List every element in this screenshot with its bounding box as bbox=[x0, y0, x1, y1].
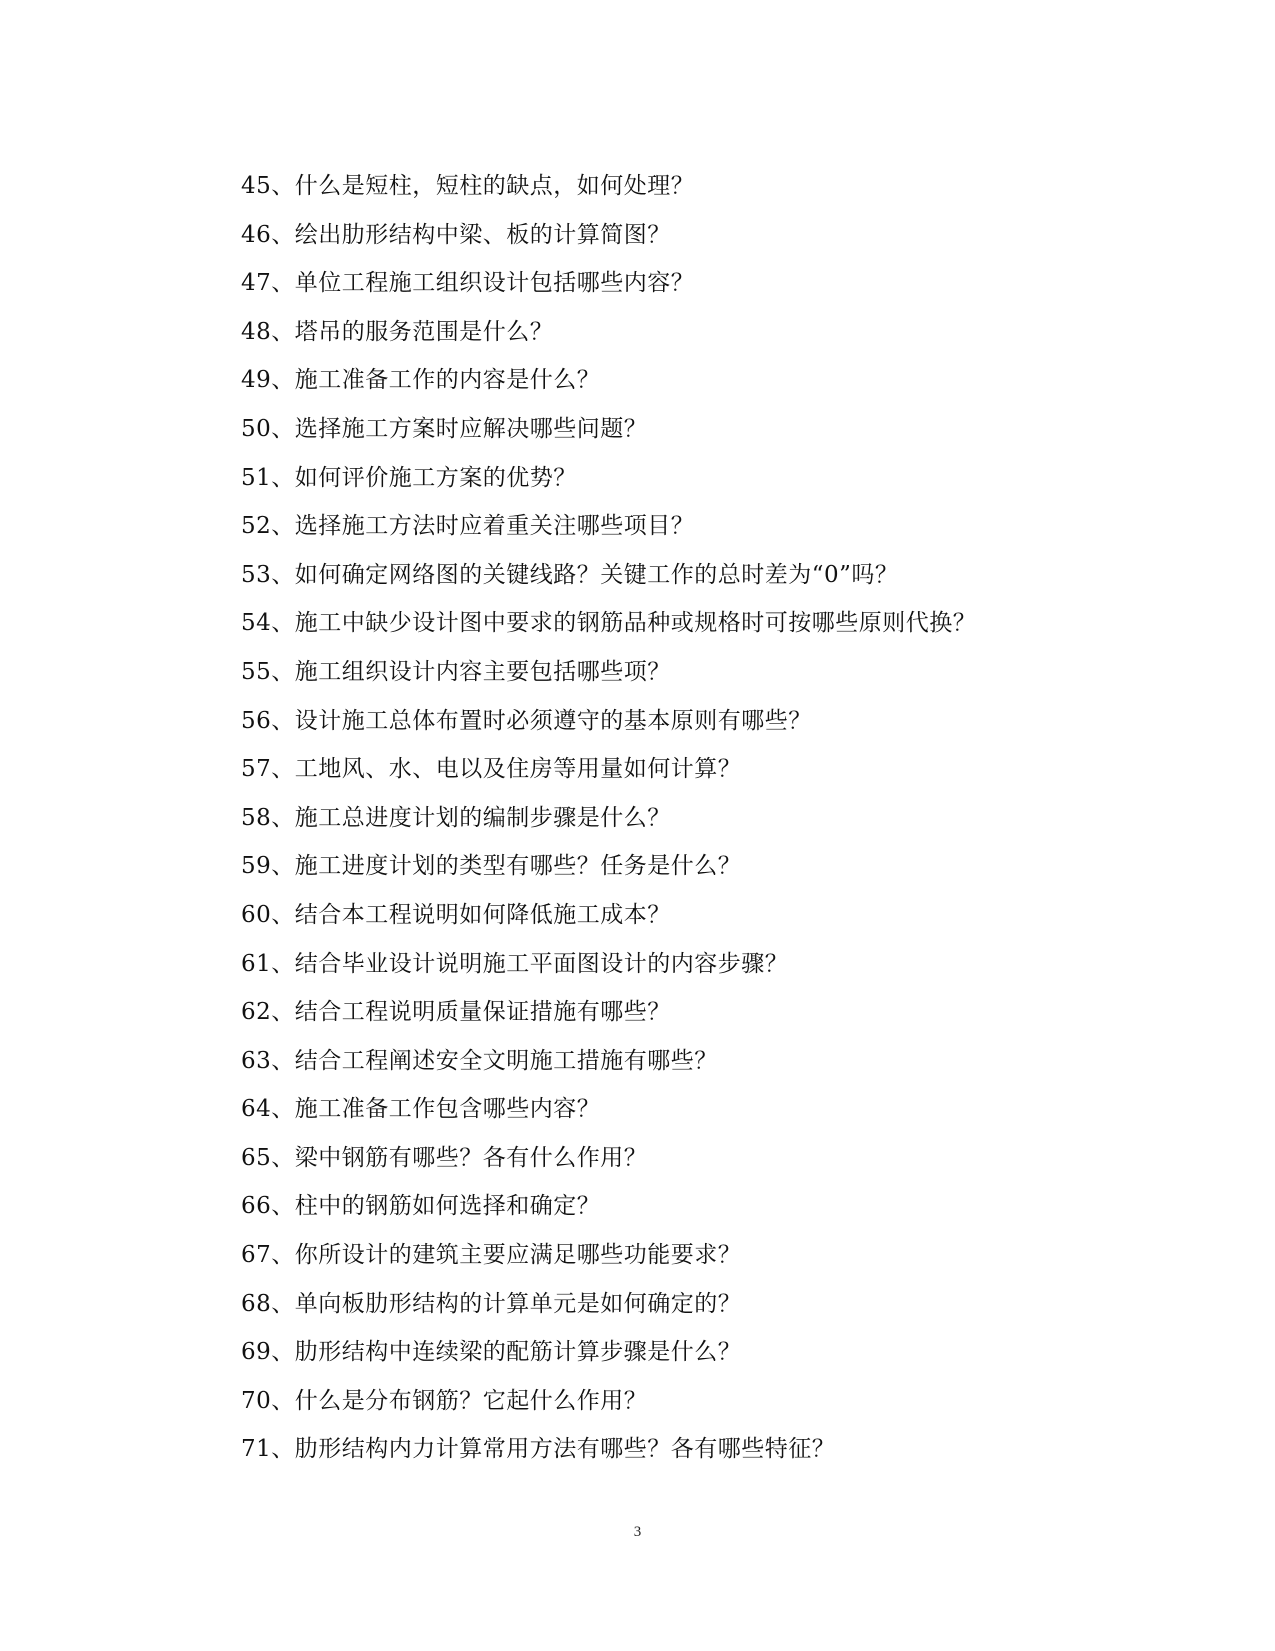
question-item: 65、梁中钢筋有哪些？各有什么作用？ bbox=[241, 1144, 648, 1171]
question-item: 55、施工组织设计内容主要包括哪些项？ bbox=[241, 658, 671, 685]
question-item: 67、你所设计的建筑主要应满足哪些功能要求？ bbox=[241, 1242, 742, 1269]
question-item: 66、柱中的钢筋如何选择和确定？ bbox=[241, 1193, 601, 1220]
question-item: 71、肋形结构内力计算常用方法有哪些？各有哪些特征？ bbox=[241, 1436, 836, 1463]
question-item: 59、施工进度计划的类型有哪些？任务是什么？ bbox=[241, 853, 742, 880]
question-item: 51、如何评价施工方案的优势？ bbox=[241, 464, 577, 491]
question-item: 62、结合工程说明质量保证措施有哪些？ bbox=[241, 999, 671, 1026]
question-item: 45、什么是短柱，短柱的缺点，如何处理？ bbox=[241, 173, 695, 199]
question-item: 46、绘出肋形结构中梁、板的计算简图？ bbox=[241, 221, 671, 248]
question-item: 52、选择施工方法时应着重关注哪些项目？ bbox=[241, 513, 695, 540]
question-item: 57、工地风、水、电以及住房等用量如何计算？ bbox=[241, 756, 742, 783]
question-item: 69、肋形结构中连续梁的配筋计算步骤是什么？ bbox=[241, 1339, 742, 1366]
question-item: 50、选择施工方案时应解决哪些问题？ bbox=[241, 415, 648, 442]
question-item: 60、结合本工程说明如何降低施工成本？ bbox=[241, 901, 671, 928]
question-item: 61、结合毕业设计说明施工平面图设计的内容步骤？ bbox=[241, 950, 789, 977]
question-item: 64、施工准备工作包含哪些内容？ bbox=[241, 1096, 601, 1123]
question-item: 70、什么是分布钢筋？它起什么作用？ bbox=[241, 1387, 648, 1414]
question-item: 49、施工准备工作的内容是什么？ bbox=[241, 367, 601, 394]
question-item: 53、如何确定网络图的关键线路？关键工作的总时差为“0”吗？ bbox=[241, 561, 899, 588]
question-item: 58、施工总进度计划的编制步骤是什么？ bbox=[241, 804, 671, 831]
question-item: 48、塔吊的服务范围是什么？ bbox=[241, 318, 554, 345]
question-item: 68、单向板肋形结构的计算单元是如何确定的？ bbox=[241, 1290, 742, 1317]
question-item: 56、设计施工总体布置时必须遵守的基本原则有哪些？ bbox=[241, 707, 812, 734]
question-list bbox=[241, 162, 1141, 1474]
question-item: 54、施工中缺少设计图中要求的钢筋品种或规格时可按哪些原则代换？ bbox=[241, 610, 977, 637]
question-item: 63、结合工程阐述安全文明施工措施有哪些？ bbox=[241, 1047, 718, 1074]
question-item: 47、单位工程施工组织设计包括哪些内容？ bbox=[241, 270, 695, 297]
page-number: 3 bbox=[633, 1524, 642, 1540]
